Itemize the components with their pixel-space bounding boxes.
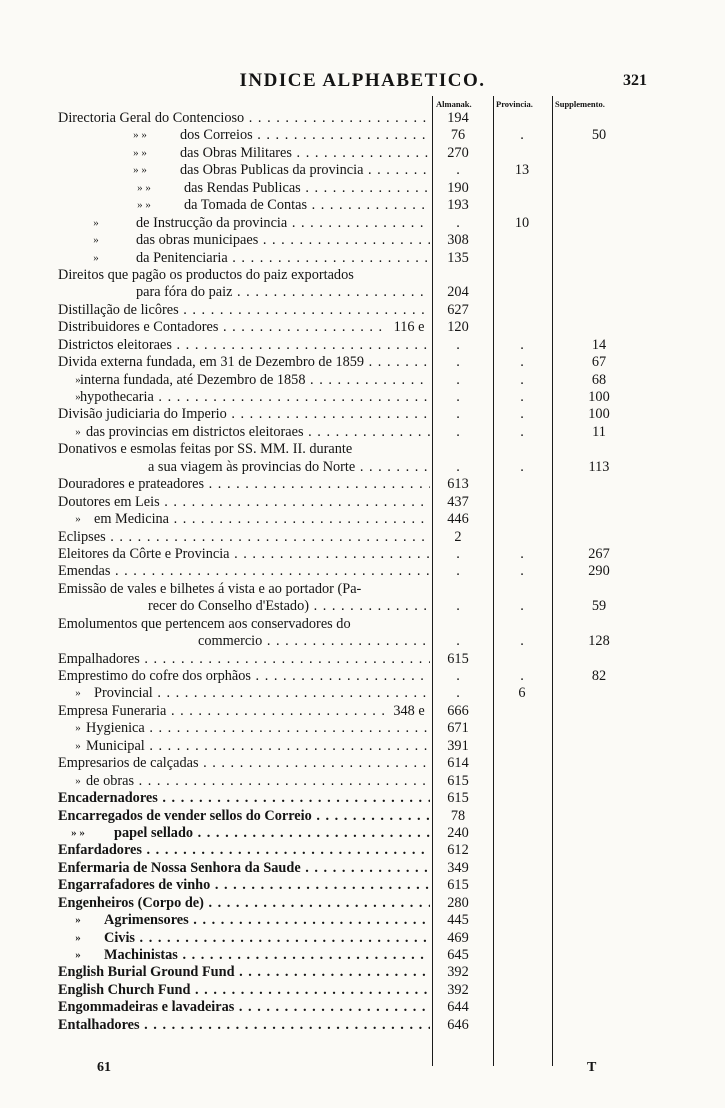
almanak-value: . xyxy=(456,633,460,650)
entry-text: Enfardadores xyxy=(58,842,142,859)
entry-label xyxy=(58,790,430,807)
almanak-value: 645 xyxy=(447,947,469,963)
entry-label xyxy=(58,546,430,563)
almanak-value: 615 xyxy=(447,650,469,667)
entry-label xyxy=(58,476,430,493)
supplemento-value: 11 xyxy=(592,423,606,440)
almanak-value: 392 xyxy=(447,981,469,998)
column-header-provincia: Provincia. xyxy=(496,99,533,109)
entry-label xyxy=(58,511,430,528)
entry-text: Machinistas xyxy=(104,947,178,963)
supplemento-value: 128 xyxy=(588,633,610,650)
ditto-mark: » xyxy=(75,373,81,386)
entry-text: Enfermaria de Nossa Senhora da Saude xyxy=(58,859,301,876)
entry-label xyxy=(58,162,430,179)
index-row xyxy=(0,337,725,354)
ditto-mark: » » xyxy=(137,181,151,194)
index-row xyxy=(0,633,725,650)
supplemento-value: 67 xyxy=(591,354,607,371)
index-row xyxy=(0,581,725,598)
index-row xyxy=(0,964,725,981)
entry-label xyxy=(58,110,430,127)
entry-label xyxy=(58,616,430,633)
index-row xyxy=(0,250,725,267)
almanak-value: 308 xyxy=(447,232,469,249)
entry-label xyxy=(58,127,430,144)
almanak-value: 120 xyxy=(447,319,469,336)
entry-label xyxy=(58,930,430,947)
entry-extra-ref: 116 e xyxy=(386,319,432,336)
entry-label xyxy=(58,302,430,319)
page-number: 321 xyxy=(623,72,647,89)
entry-label xyxy=(58,912,430,929)
supplemento-value: 100 xyxy=(588,406,610,423)
entry-text: Empresarios de calçadas xyxy=(58,755,199,772)
index-row xyxy=(0,912,725,929)
entry-label xyxy=(58,145,430,162)
index-row xyxy=(0,773,725,790)
entry-text: Empalhadores xyxy=(58,650,140,667)
index-row xyxy=(0,598,725,615)
index-row xyxy=(0,546,725,563)
provincia-value: . xyxy=(520,354,524,371)
entry-text: Distillação de licôres xyxy=(58,301,179,318)
almanak-value: 446 xyxy=(447,511,469,528)
almanak-value: . xyxy=(456,458,460,475)
entry-label xyxy=(58,773,430,790)
entry-text: Divida externa fundada, em 31 de Dezembro de 1859 xyxy=(58,354,365,371)
entry-label xyxy=(58,895,430,912)
ditto-mark: » xyxy=(93,234,99,247)
entry-label xyxy=(58,180,430,197)
ditto-mark: » xyxy=(93,251,99,264)
entry-label xyxy=(58,720,430,737)
almanak-value: . xyxy=(456,668,460,684)
entry-text: Engenheiros (Corpo de) xyxy=(58,894,204,911)
ditto-mark: » xyxy=(93,216,99,229)
index-row xyxy=(0,982,725,999)
almanak-value: 615 xyxy=(447,790,469,807)
ditto-mark: » xyxy=(75,774,81,787)
entry-text: Divisão judiciaria do Imperio xyxy=(58,406,227,423)
index-row xyxy=(0,808,725,825)
index-row xyxy=(0,476,725,493)
supplemento-value: 82 xyxy=(591,668,607,684)
almanak-value: 612 xyxy=(447,842,469,859)
entry-text: Encadernadores xyxy=(58,790,158,807)
entry-text: Distribuidores e Contadores xyxy=(58,319,219,336)
index-row xyxy=(0,790,725,807)
entry-text: Hygienica xyxy=(86,720,145,737)
provincia-value: . xyxy=(520,336,524,353)
entry-text: Districtos eleitoraes xyxy=(58,336,172,353)
entry-text: Directoria Geral do Contencioso xyxy=(58,110,245,126)
almanak-value: . xyxy=(456,423,460,440)
ditto-mark: » » xyxy=(133,129,147,142)
index-row xyxy=(0,720,725,737)
signature-mark: 61 xyxy=(97,1060,111,1075)
entry-label xyxy=(58,633,430,650)
almanak-value: 613 xyxy=(447,476,469,493)
ditto-mark: » » xyxy=(71,826,85,839)
entry-text: Douradores e prateadores xyxy=(58,476,205,493)
index-row xyxy=(0,511,725,528)
almanak-value: 240 xyxy=(447,824,469,841)
ditto-mark: » xyxy=(75,931,81,944)
index-row xyxy=(0,755,725,772)
index-row xyxy=(0,424,725,441)
entry-label xyxy=(58,860,430,877)
almanak-value: . xyxy=(456,354,460,371)
index-row xyxy=(0,1017,725,1034)
index-row xyxy=(0,441,725,458)
ditto-mark: » xyxy=(75,914,81,927)
entry-text: da Tomada de Contas xyxy=(184,197,308,214)
entry-label xyxy=(58,598,430,615)
entry-label xyxy=(58,685,430,702)
index-row xyxy=(0,651,725,668)
entry-text: Empresa Funeraria xyxy=(58,702,167,719)
entry-label xyxy=(58,999,430,1016)
ditto-mark: » xyxy=(75,513,81,526)
index-row xyxy=(0,930,725,947)
entry-label xyxy=(58,877,430,894)
page-header xyxy=(0,70,725,94)
index-row xyxy=(0,895,725,912)
almanak-value: . xyxy=(456,685,460,702)
index-row xyxy=(0,267,725,284)
entry-text: Eclipses xyxy=(58,528,106,545)
supplemento-value: 14 xyxy=(591,336,607,353)
entry-text: Agrimensores xyxy=(104,912,189,929)
entry-label xyxy=(58,459,430,476)
entry-text: a sua viagem às provincias do Norte xyxy=(148,458,356,475)
almanak-value: 349 xyxy=(447,859,469,876)
index-row xyxy=(0,284,725,301)
entry-text: commercio xyxy=(198,633,263,650)
entry-text: das Rendas Publicas xyxy=(184,179,301,196)
almanak-value: 614 xyxy=(447,755,469,772)
index-row xyxy=(0,110,725,127)
entry-label xyxy=(58,1017,430,1034)
provincia-value: . xyxy=(520,598,524,615)
entry-label xyxy=(58,441,430,458)
entry-text: hypothecaria xyxy=(80,389,154,405)
index-row xyxy=(0,145,725,162)
index-row xyxy=(0,860,725,877)
entry-label xyxy=(58,197,430,214)
index-row xyxy=(0,319,725,336)
entry-text: Doutores em Leis xyxy=(58,493,160,510)
entry-label xyxy=(58,494,430,511)
entry-label xyxy=(58,982,430,999)
provincia-value: . xyxy=(520,458,524,475)
entry-text: dos Correios xyxy=(180,127,253,144)
entry-text: Engarrafadores de vinho xyxy=(58,877,211,894)
almanak-value: . xyxy=(456,371,460,388)
almanak-value: . xyxy=(456,563,460,580)
supplemento-value: 100 xyxy=(588,389,610,405)
almanak-value: 615 xyxy=(447,772,469,789)
entry-text: English Burial Ground Fund xyxy=(58,964,235,981)
page-title: INDICE ALPHABETICO. xyxy=(239,70,486,91)
entry-text: English Church Fund xyxy=(58,981,191,998)
almanak-value: 666 xyxy=(447,702,469,719)
supplemento-value: 267 xyxy=(588,545,610,562)
entry-label xyxy=(58,284,430,301)
entry-label xyxy=(58,825,430,842)
entry-text: Civis xyxy=(104,929,135,946)
index-row xyxy=(0,372,725,389)
entry-text: Donativos e esmolas feitas por SS. MM. II. durante xyxy=(58,441,353,458)
provincia-value: 10 xyxy=(514,214,530,231)
index-entries xyxy=(0,110,725,1034)
index-row xyxy=(0,127,725,144)
entry-label xyxy=(58,389,430,406)
entry-label xyxy=(58,563,430,580)
index-row xyxy=(0,494,725,511)
index-row xyxy=(0,529,725,546)
almanak-value: 437 xyxy=(447,493,469,510)
index-row xyxy=(0,354,725,371)
entry-label xyxy=(58,651,430,668)
almanak-value: 392 xyxy=(447,964,469,981)
entry-text: papel sellado xyxy=(114,824,194,841)
almanak-value: . xyxy=(456,598,460,615)
almanak-value: . xyxy=(456,214,460,231)
entry-label xyxy=(58,842,430,859)
almanak-value: 78 xyxy=(450,807,466,824)
entry-label xyxy=(58,406,430,423)
provincia-value: . xyxy=(520,389,524,405)
entry-label xyxy=(58,215,430,232)
ditto-mark: » xyxy=(75,391,81,403)
entry-text: de Instrucção da provincia xyxy=(136,214,288,231)
provincia-value: . xyxy=(520,423,524,440)
index-row xyxy=(0,180,725,197)
entry-label xyxy=(58,947,430,964)
supplemento-value: 290 xyxy=(588,563,610,580)
entry-label xyxy=(58,424,430,441)
entry-text: da Penitenciaria xyxy=(136,249,228,266)
entry-text: das Obras Publicas da provincia xyxy=(180,162,364,179)
provincia-value: . xyxy=(520,371,524,388)
ditto-mark: » xyxy=(75,949,81,961)
provincia-value: . xyxy=(520,127,524,144)
provincia-value: 6 xyxy=(518,685,526,702)
entry-text: interna fundada, até Dezembro de 1858 xyxy=(80,371,306,388)
ditto-mark: » » xyxy=(133,146,147,159)
column-header-almanak: Almanak. xyxy=(436,99,472,109)
entry-text: Entalhadores xyxy=(58,1016,140,1033)
entry-text: Provincial xyxy=(94,685,153,702)
entry-text: em Medicina xyxy=(94,511,170,528)
entry-text: Encarregados de vender sellos do Correio xyxy=(58,807,312,824)
index-row xyxy=(0,842,725,859)
index-row xyxy=(0,703,725,720)
almanak-value: 627 xyxy=(447,301,469,318)
provincia-value: 13 xyxy=(514,162,530,179)
almanak-value: 76 xyxy=(450,127,466,144)
entry-label xyxy=(58,529,430,546)
entry-label xyxy=(58,337,430,354)
entry-label xyxy=(58,232,430,249)
entry-label xyxy=(58,755,430,772)
index-row xyxy=(0,685,725,702)
entry-text: Emissão de vales e bilhetes á vista e ao portador (Pa- xyxy=(58,580,362,597)
entry-label xyxy=(58,964,430,981)
almanak-value: 270 xyxy=(447,144,469,161)
index-row xyxy=(0,215,725,232)
almanak-value: 391 xyxy=(447,737,469,754)
index-row xyxy=(0,947,725,964)
almanak-value: . xyxy=(456,406,460,423)
index-row xyxy=(0,738,725,755)
entry-text: recer do Conselho d'Estado) xyxy=(148,598,309,615)
almanak-value: . xyxy=(456,336,460,353)
index-row xyxy=(0,563,725,580)
almanak-value: 615 xyxy=(447,877,469,894)
entry-extra-ref: 348 e xyxy=(386,703,432,720)
index-row xyxy=(0,877,725,894)
provincia-value: . xyxy=(520,668,524,684)
index-row xyxy=(0,668,725,685)
index-row xyxy=(0,302,725,319)
supplemento-value: 113 xyxy=(588,458,610,475)
provincia-value: . xyxy=(520,633,524,650)
ditto-mark: » xyxy=(75,722,81,735)
almanak-value: 2 xyxy=(454,528,462,545)
almanak-value: . xyxy=(456,389,460,405)
almanak-value: 671 xyxy=(447,720,469,737)
ditto-mark: » xyxy=(75,739,81,752)
provincia-value: . xyxy=(520,563,524,580)
almanak-value: 646 xyxy=(447,1016,469,1033)
almanak-value: 135 xyxy=(447,249,469,266)
almanak-value: 280 xyxy=(447,894,469,911)
supplemento-value: 68 xyxy=(591,371,607,388)
provincia-value: . xyxy=(520,545,524,562)
ditto-mark: » » xyxy=(137,199,151,212)
almanak-value: 445 xyxy=(447,912,469,929)
column-header-supplemento: Supplemento. xyxy=(555,99,605,109)
entry-label xyxy=(58,738,430,755)
entry-label xyxy=(58,581,430,598)
almanak-value: . xyxy=(456,162,460,179)
entry-text: para fóra do paiz xyxy=(136,284,233,301)
almanak-value: 204 xyxy=(447,284,469,301)
entry-label xyxy=(58,250,430,267)
entry-label xyxy=(58,267,430,284)
index-row xyxy=(0,999,725,1016)
ditto-mark: » » xyxy=(133,164,147,177)
entry-text: das obras municipaes xyxy=(136,232,259,249)
ditto-mark: » xyxy=(75,687,81,700)
index-row xyxy=(0,459,725,476)
almanak-value: 193 xyxy=(447,197,469,214)
entry-text: das provincias em districtos eleitoraes xyxy=(86,423,304,440)
entry-text: de obras xyxy=(86,772,135,789)
entry-text: Emolumentos que pertencem aos conservadores do xyxy=(58,615,351,632)
entry-text: Emprestimo do cofre dos orphãos xyxy=(58,668,251,684)
entry-label xyxy=(58,668,430,685)
index-row xyxy=(0,389,725,406)
index-row xyxy=(0,825,725,842)
entry-text: Direitos que pagão os productos do paiz exportados xyxy=(58,266,354,283)
almanak-value: . xyxy=(456,545,460,562)
provincia-value: . xyxy=(520,406,524,423)
entry-text: das Obras Militares xyxy=(180,144,292,161)
footer-mark: T xyxy=(587,1060,597,1075)
index-row xyxy=(0,197,725,214)
almanak-value: 469 xyxy=(447,929,469,946)
almanak-value: 194 xyxy=(447,110,469,126)
index-row xyxy=(0,616,725,633)
entry-label xyxy=(58,354,430,371)
entry-label xyxy=(58,319,430,336)
entry-label xyxy=(58,372,430,389)
index-row xyxy=(0,232,725,249)
entry-text: Municipal xyxy=(86,737,145,754)
index-row xyxy=(0,162,725,179)
entry-label xyxy=(58,703,430,720)
entry-label xyxy=(58,808,430,825)
almanak-value: 644 xyxy=(447,999,469,1016)
ditto-mark: » xyxy=(75,425,81,438)
entry-text: Engommadeiras e lavadeiras xyxy=(58,999,235,1016)
supplemento-value: 50 xyxy=(591,127,607,144)
entry-text: Eleitores da Côrte e Provincia xyxy=(58,545,230,562)
almanak-value: 190 xyxy=(447,179,469,196)
supplemento-value: 59 xyxy=(591,598,607,615)
index-row xyxy=(0,406,725,423)
entry-text: Emendas xyxy=(58,563,111,580)
